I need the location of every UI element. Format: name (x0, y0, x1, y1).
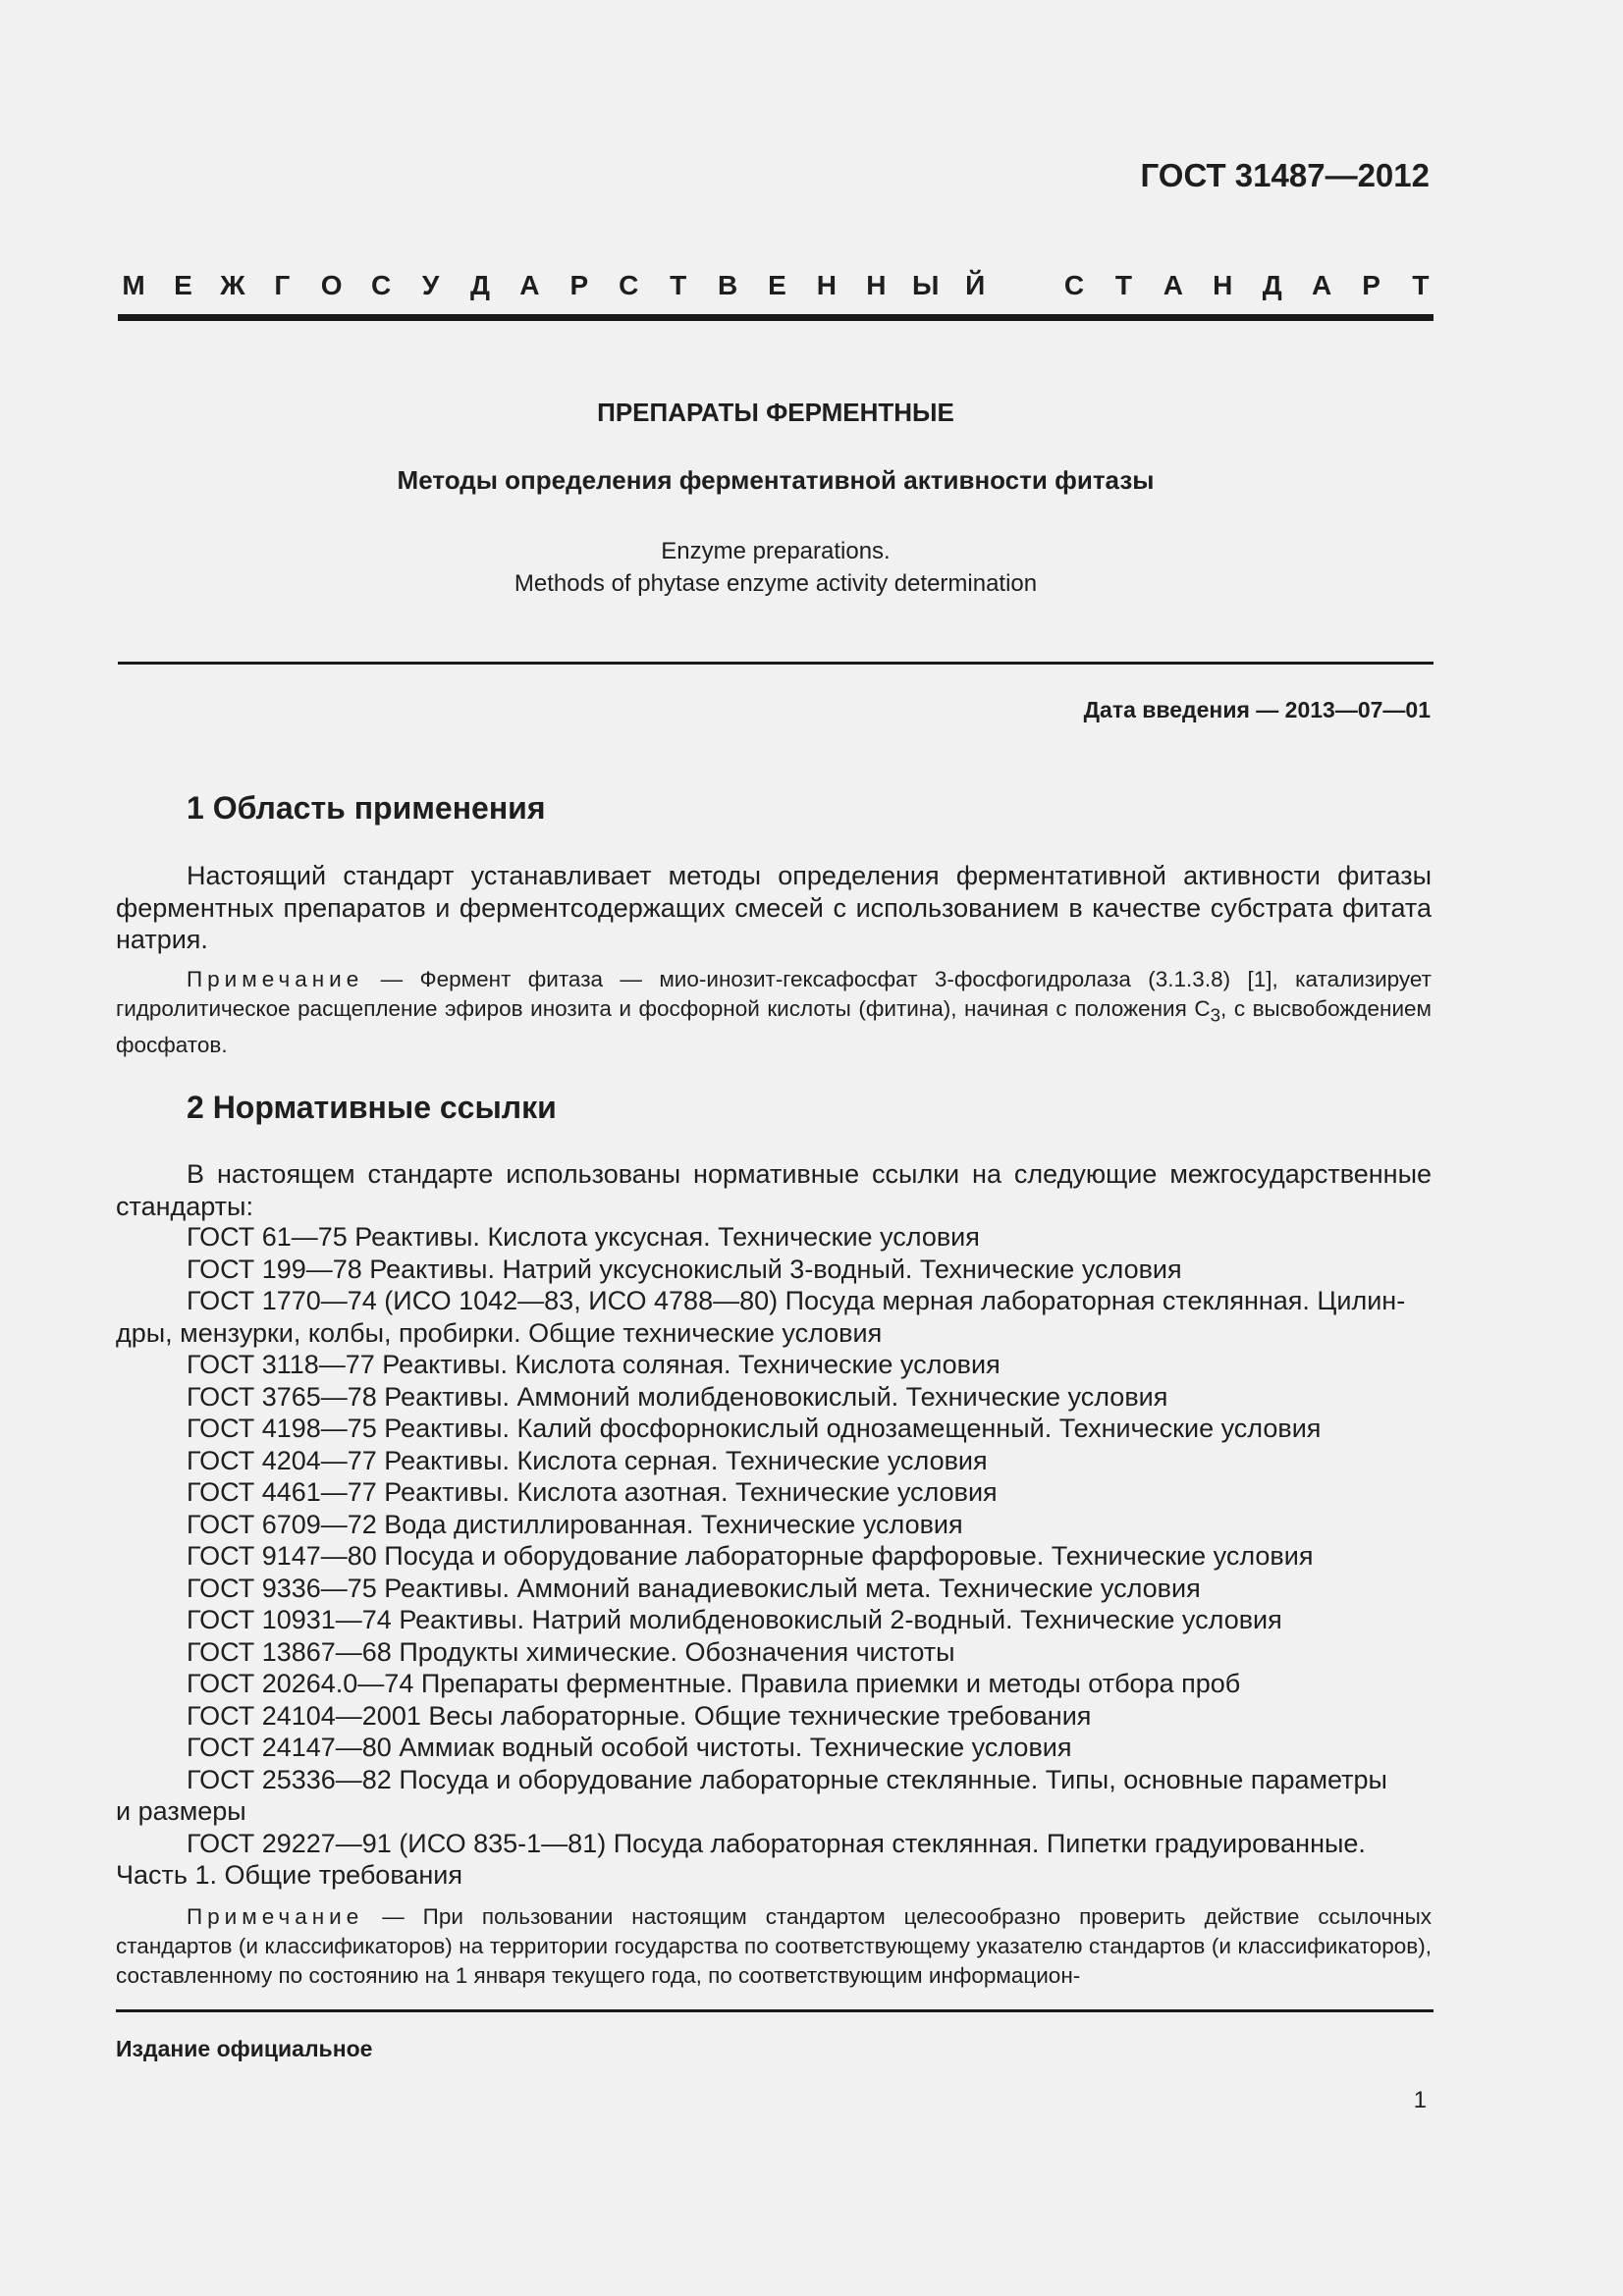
document-subtitle: Методы определения ферментативной активности фитазы (397, 465, 1155, 495)
heading-letter: С (619, 270, 639, 300)
reference-continuation: дры, мензурки, колбы, пробирки. Общие технические условия (116, 1317, 883, 1348)
reference-text: ГОСТ 4461—77 Реактивы. Кислота азотная. Технические условия (187, 1477, 998, 1507)
reference-text: ГОСТ 13867—68 Продукты химические. Обозначения чистоты (187, 1636, 955, 1667)
note-text-a: — Фермент фитаза — мио-инозит-гексафосфат 3-фосфогидролаза (3.1.3.8) [1], катализирует гидролитическое расщепление эфиров инозита и фосфорной кислоты (фитина), начиная с положения С (116, 967, 1432, 1021)
section-2-note (116, 1902, 1432, 1991)
heading-letter: Д (1262, 270, 1282, 300)
heading-letter (1009, 270, 1041, 309)
section-1-text: Настоящий стандарт устанавливает методы определения ферментативной активности фитазы ферментных препаратов и ферментсодержащих смесей с использованием в качестве субстрата фитата натрия. (116, 861, 1432, 954)
reference-item (116, 1413, 1432, 1445)
heading-letter: У (421, 270, 440, 300)
section-1-note (116, 965, 1432, 1060)
heading-letter: А (519, 270, 540, 300)
reference-item (116, 1764, 1432, 1828)
reference-item (116, 1476, 1432, 1509)
heading-letter: Е (768, 270, 786, 300)
reference-text: ГОСТ 4204—77 Реактивы. Кислота серная. Технические условия (187, 1445, 988, 1475)
heading-letter: Й (965, 270, 986, 300)
reference-continuation: и размеры (116, 1796, 246, 1826)
english-title-line-2: Methods of phytase enzyme activity determination (514, 570, 1038, 597)
document-title: ПРЕПАРАТЫ ФЕРМЕНТНЫЕ (597, 398, 954, 427)
note-text-b: , с высвобождением фосфатов. (116, 996, 1432, 1057)
heading-letter: Н (1213, 270, 1233, 300)
reference-item (116, 1285, 1432, 1349)
reference-text: ГОСТ 6709—72 Вода дистиллированная. Технические условия (187, 1509, 963, 1539)
reference-item (116, 1700, 1432, 1733)
reference-text: ГОСТ 4198—75 Реактивы. Калий фосфорнокислый однозамещенный. Технические условия (187, 1414, 1322, 1443)
reference-text: ГОСТ 24104—2001 Весы лабораторные. Общие технические требования (187, 1700, 1092, 1731)
reference-text: ГОСТ 9336—75 Реактивы. Аммоний ванадиевокислый мета. Технические условия (187, 1573, 1201, 1603)
heading-letter: Т (1114, 270, 1132, 300)
heading-letter: Р (569, 270, 589, 300)
reference-text: ГОСТ 1770—74 (ИСО 1042—83, ИСО 4788—80) Посуда мерная лабораторная стеклянная. Цилин- (187, 1286, 1406, 1315)
footer-rule (116, 2009, 1434, 2012)
section-2-text: В настоящем стандарте использованы нормативные ссылки на следующие межгосударственные стандарты: (116, 1159, 1432, 1221)
note-label: Примечание (187, 1904, 364, 1929)
reference-text: ГОСТ 9147—80 Посуда и оборудование лабораторные фарфоровые. Технические условия (187, 1541, 1314, 1571)
heading-letter: В (717, 270, 738, 300)
heading-letter: М (122, 270, 145, 300)
heading-letter: Ы (912, 270, 940, 300)
reference-item (116, 1254, 1432, 1286)
reference-item (116, 1540, 1432, 1573)
heading-letter: Е (174, 270, 192, 300)
heading-letter: С (370, 270, 392, 300)
heading-letter: А (1163, 270, 1183, 300)
page-number: 1 (1413, 2087, 1427, 2113)
note-label: Примечание (187, 967, 364, 991)
reference-item (116, 1636, 1432, 1669)
heading-letter: Т (1412, 270, 1430, 300)
heading-letter: Г (274, 270, 291, 300)
reference-item (116, 1509, 1432, 1541)
heading-letter: Т (670, 270, 687, 300)
note-text: — При пользовании настоящим стандартом целесообразно проверить действие ссылочных стандартов (и классификаторов) на территории государства по соответствующему указателю стандартов (и классификаторов), составленному по состоянию на 1 января текущего года, по соответствующим информацион- (116, 1904, 1432, 1988)
reference-continuation: Часть 1. Общие требования (116, 1860, 462, 1890)
reference-text: ГОСТ 25336—82 Посуда и оборудование лабораторные стеклянные. Типы, основные параметры (187, 1764, 1387, 1794)
reference-text: ГОСТ 20264.0—74 Препараты ферментные. Правила приемки и методы отбора проб (187, 1669, 1241, 1698)
edition-label: Издание официальное (116, 2036, 373, 2061)
reference-item (116, 1381, 1432, 1414)
reference-item (116, 1573, 1432, 1605)
title-rule (118, 662, 1434, 665)
reference-item (116, 1445, 1432, 1477)
section-1-heading: 1 Область применения (187, 790, 546, 826)
document-code: ГОСТ 31487—2012 (1140, 157, 1430, 193)
section-1-paragraph (116, 860, 1432, 956)
header-rule (118, 314, 1434, 321)
english-title-line-1: Enzyme preparations. (661, 538, 891, 564)
reference-item (116, 1349, 1432, 1381)
section-2-paragraph (116, 1158, 1432, 1222)
reference-text: ГОСТ 3118—77 Реактивы. Кислота соляная. Технические условия (187, 1350, 1001, 1379)
reference-text: ГОСТ 3765—78 Реактивы. Аммоний молибденовокислый. Технические условия (187, 1381, 1168, 1412)
reference-text: ГОСТ 10931—74 Реактивы. Натрий молибденовокислый 2-водный. Технические условия (187, 1605, 1282, 1634)
reference-text: ГОСТ 24147—80 Аммиак водный особой чистоты. Технические условия (187, 1733, 1072, 1762)
section-2-heading: 2 Нормативные ссылки (187, 1090, 557, 1125)
heading-letter: Н (816, 270, 838, 300)
heading-letter: А (1312, 270, 1332, 300)
heading-letter: Р (1362, 270, 1380, 300)
heading-letter: Ж (220, 270, 245, 300)
reference-item (116, 1732, 1432, 1764)
normative-references-list (116, 1221, 1432, 1892)
english-title (118, 535, 1434, 600)
heading-letter: Н (866, 270, 887, 300)
heading-letter: О (320, 270, 343, 300)
reference-item (116, 1828, 1432, 1892)
introduction-date: Дата введения — 2013—07—01 (1083, 697, 1431, 722)
note-subscript: 3 (1210, 1004, 1221, 1026)
reference-text: ГОСТ 29227—91 (ИСО 835-1—81) Посуда лабораторная стеклянная. Пипетки градуированные. (187, 1828, 1366, 1858)
reference-item (116, 1604, 1432, 1636)
reference-text: ГОСТ 61—75 Реактивы. Кислота уксусная. Технические условия (187, 1222, 980, 1252)
reference-item (116, 1668, 1432, 1700)
heading-letter: С (1063, 270, 1085, 300)
heading-letter: Д (469, 270, 490, 300)
reference-text: ГОСТ 199—78 Реактивы. Натрий уксуснокислый 3-водный. Технические условия (187, 1254, 1182, 1284)
reference-item (116, 1221, 1432, 1254)
interstate-standard-heading (118, 270, 1436, 309)
